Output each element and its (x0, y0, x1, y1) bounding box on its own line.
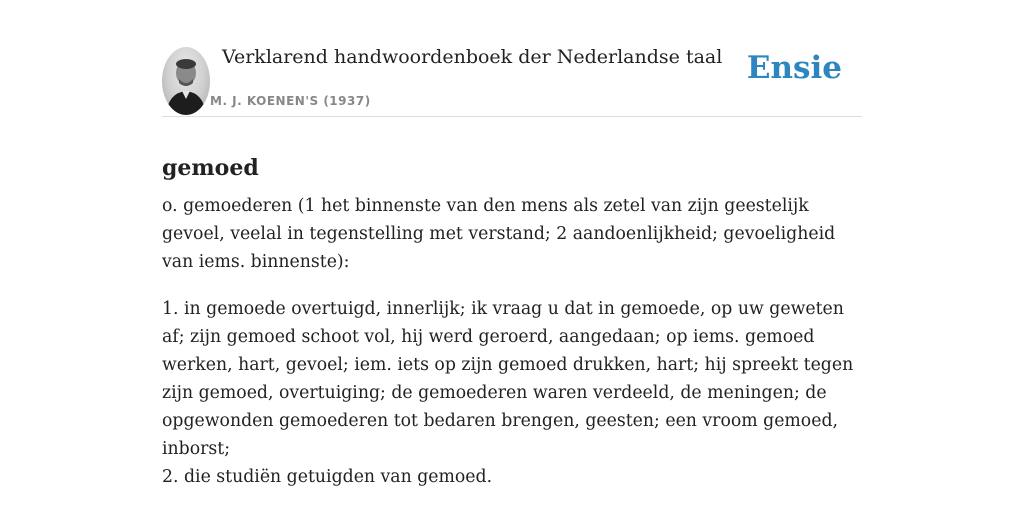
entry-senses (162, 295, 862, 491)
author-attribution: M. J. KOENEN'S (1937) (210, 94, 371, 108)
author-portrait-icon (162, 47, 210, 115)
dictionary-header (162, 44, 862, 117)
entry-headword: gemoed (162, 154, 259, 181)
book-title: Verklarend handwoordenboek der Nederlandse taal (222, 46, 723, 68)
ensie-logo-link[interactable]: Ensie (746, 50, 842, 86)
entry-intro: o. gemoederen (1 het binnenste van den mens als zetel van zijn geestelijk gevoel, veelal in tegenstelling met verstand; 2 aandoenlijkheid; gevoeligheid van iems. binnenste): (162, 196, 836, 272)
sense-2: 2. die studiën getuigden van gemoed. (162, 467, 493, 487)
portrait-image (162, 47, 210, 115)
sense-1: 1. in gemoede overtuigd, innerlijk; ik vraag u dat in gemoede, op uw geweten af; zijn gemoed schoot vol, hij werd geroerd, aangedaan; op iems. gemoed werken, hart, gevoel; iem. iets op zijn gemoed drukken, hart; hij spreekt tegen zijn gemoed, overtuiging; de gemoederen waren verdeeld, de meningen; de opgewonden gemoederen tot bedaren brengen, geesten; een vroom gemoed, inborst; (162, 299, 854, 459)
